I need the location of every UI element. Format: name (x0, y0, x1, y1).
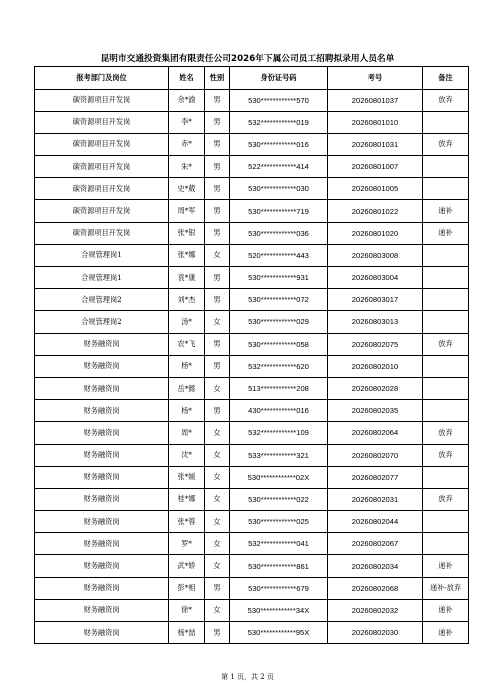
cell-id: 530************072 (230, 289, 328, 311)
cell-gender: 女 (205, 444, 230, 466)
cell-name: 徐* (169, 599, 205, 621)
cell-note (423, 267, 469, 289)
cell-gender: 女 (205, 488, 230, 510)
cell-note (423, 289, 469, 311)
cell-exam: 20260802028 (328, 377, 423, 399)
cell-gender: 男 (205, 622, 230, 644)
cell-exam: 20260801007 (328, 156, 423, 178)
cell-gender: 女 (205, 422, 230, 444)
cell-note: 递补-放弃 (423, 577, 469, 599)
cell-exam: 20260801022 (328, 200, 423, 222)
table-row (35, 222, 469, 244)
cell-exam: 20260801031 (328, 133, 423, 155)
table-row (35, 466, 469, 488)
cell-note: 递补 (423, 200, 469, 222)
cell-name: 袁*康 (169, 267, 205, 289)
cell-id: 530************036 (230, 222, 328, 244)
table-row (35, 244, 469, 266)
cell-name: 农*飞 (169, 333, 205, 355)
cell-id: 530************058 (230, 333, 328, 355)
cell-note (423, 156, 469, 178)
cell-id: 532************019 (230, 111, 328, 133)
header-name: 姓名 (169, 67, 205, 90)
cell-name: 史*葳 (169, 178, 205, 200)
cell-note (423, 244, 469, 266)
cell-dept: 碳资源项目开发岗 (35, 111, 169, 133)
cell-name: 彭*相 (169, 577, 205, 599)
cell-dept: 合规管理岗1 (35, 244, 169, 266)
cell-id: 530************719 (230, 200, 328, 222)
cell-dept: 财务融资岗 (35, 555, 169, 577)
cell-gender: 女 (205, 533, 230, 555)
cell-dept: 财务融资岗 (35, 444, 169, 466)
cell-exam: 20260802068 (328, 577, 423, 599)
header-id: 身份证号码 (230, 67, 328, 90)
cell-dept: 合规管理岗2 (35, 289, 169, 311)
table-row (35, 400, 469, 422)
cell-gender: 男 (205, 133, 230, 155)
cell-gender: 男 (205, 222, 230, 244)
cell-dept: 碳资源项目开发岗 (35, 222, 169, 244)
cell-gender: 男 (205, 333, 230, 355)
cell-name: 周* (169, 422, 205, 444)
cell-name: 桂*娜 (169, 488, 205, 510)
cell-gender: 女 (205, 555, 230, 577)
cell-id: 530************931 (230, 267, 328, 289)
cell-exam: 20260802035 (328, 400, 423, 422)
cell-gender: 女 (205, 311, 230, 333)
table-header-row (35, 67, 469, 90)
cell-exam: 20260802010 (328, 355, 423, 377)
table-row (35, 555, 469, 577)
cell-id: 530************022 (230, 488, 328, 510)
table-row (35, 333, 469, 355)
cell-dept: 碳资源项目开发岗 (35, 200, 169, 222)
cell-dept: 碳资源项目开发岗 (35, 133, 169, 155)
cell-dept: 碳资源项目开发岗 (35, 156, 169, 178)
cell-gender: 男 (205, 156, 230, 178)
cell-exam: 20260803004 (328, 267, 423, 289)
table-row (35, 355, 469, 377)
cell-dept: 碳资源项目开发岗 (35, 89, 169, 111)
cell-exam: 20260803017 (328, 289, 423, 311)
table-row (35, 422, 469, 444)
cell-exam: 20260802064 (328, 422, 423, 444)
cell-dept: 财务融资岗 (35, 533, 169, 555)
cell-dept: 财务融资岗 (35, 488, 169, 510)
cell-note (423, 311, 469, 333)
cell-id: 530************34X (230, 599, 328, 621)
cell-note: 放弃 (423, 444, 469, 466)
cell-dept: 合规管理岗2 (35, 311, 169, 333)
cell-gender: 男 (205, 577, 230, 599)
cell-name: 周*军 (169, 200, 205, 222)
cell-gender: 男 (205, 111, 230, 133)
header-dept: 报考部门及岗位 (35, 67, 169, 90)
cell-exam: 20260802077 (328, 466, 423, 488)
cell-name: 罗* (169, 533, 205, 555)
cell-name: 赤* (169, 133, 205, 155)
cell-name: 岳*懿 (169, 377, 205, 399)
cell-id: 530************030 (230, 178, 328, 200)
cell-id: 520************443 (230, 244, 328, 266)
cell-dept: 财务融资岗 (35, 400, 169, 422)
document-title: 昆明市交通投资集团有限责任公司2026年下属公司员工招聘拟录用人员名单 (100, 54, 395, 64)
cell-gender: 女 (205, 511, 230, 533)
cell-exam: 20260801010 (328, 111, 423, 133)
cell-exam: 20260802032 (328, 599, 423, 621)
cell-dept: 财务融资岗 (35, 422, 169, 444)
table-row (35, 533, 469, 555)
cell-gender: 男 (205, 400, 230, 422)
cell-note: 放弃 (423, 333, 469, 355)
table-row (35, 599, 469, 621)
cell-id: 533************321 (230, 444, 328, 466)
table-body (35, 89, 469, 644)
cell-name: 杨* (169, 400, 205, 422)
cell-note (423, 377, 469, 399)
cell-exam: 20260803008 (328, 244, 423, 266)
table-row (35, 89, 469, 111)
cell-exam: 20260802067 (328, 533, 423, 555)
cell-id: 532************041 (230, 533, 328, 555)
header-note: 备注 (423, 67, 469, 90)
cell-id: 532************620 (230, 355, 328, 377)
cell-name: 刘*杰 (169, 289, 205, 311)
cell-dept: 合规管理岗1 (35, 267, 169, 289)
cell-note: 放弃 (423, 422, 469, 444)
cell-name: 朱* (169, 156, 205, 178)
cell-name: 杨* (169, 355, 205, 377)
cell-note: 递补 (423, 555, 469, 577)
table-row (35, 377, 469, 399)
table-row (35, 488, 469, 510)
cell-note (423, 178, 469, 200)
cell-name: 张*银 (169, 222, 205, 244)
table-row (35, 200, 469, 222)
cell-gender: 男 (205, 355, 230, 377)
cell-gender: 男 (205, 89, 230, 111)
cell-exam: 20260801037 (328, 89, 423, 111)
cell-note (423, 355, 469, 377)
cell-note: 递补 (423, 599, 469, 621)
cell-name: 李* (169, 111, 205, 133)
cell-id: 530************95X (230, 622, 328, 644)
cell-gender: 男 (205, 178, 230, 200)
table-row (35, 311, 469, 333)
cell-name: 汤* (169, 311, 205, 333)
cell-id: 530************02X (230, 466, 328, 488)
cell-exam: 20260802044 (328, 511, 423, 533)
candidate-table (34, 66, 469, 644)
cell-exam: 20260802070 (328, 444, 423, 466)
table-row (35, 444, 469, 466)
cell-gender: 男 (205, 289, 230, 311)
table-row (35, 622, 469, 644)
cell-dept: 财务融资岗 (35, 466, 169, 488)
cell-note (423, 400, 469, 422)
cell-name: 沈* (169, 444, 205, 466)
cell-dept: 财务融资岗 (35, 599, 169, 621)
cell-id: 532************109 (230, 422, 328, 444)
cell-dept: 财务融资岗 (35, 511, 169, 533)
page-footer: 第 1 页，共 2 页 (221, 673, 274, 681)
table-row (35, 267, 469, 289)
header-exam: 考号 (328, 67, 423, 90)
cell-note: 递补 (423, 622, 469, 644)
cell-name: 张*蓉 (169, 511, 205, 533)
cell-id: 530************029 (230, 311, 328, 333)
cell-gender: 女 (205, 244, 230, 266)
cell-exam: 20260802030 (328, 622, 423, 644)
cell-note: 放弃 (423, 488, 469, 510)
cell-note (423, 511, 469, 533)
table-row (35, 111, 469, 133)
cell-exam: 20260803013 (328, 311, 423, 333)
cell-id: 530************570 (230, 89, 328, 111)
cell-id: 530************679 (230, 577, 328, 599)
cell-note: 递补 (423, 222, 469, 244)
cell-gender: 女 (205, 466, 230, 488)
cell-exam: 20260802075 (328, 333, 423, 355)
cell-note: 放弃 (423, 89, 469, 111)
table-row (35, 511, 469, 533)
cell-gender: 女 (205, 377, 230, 399)
cell-id: 430************016 (230, 400, 328, 422)
cell-id: 530************861 (230, 555, 328, 577)
cell-exam: 20260802031 (328, 488, 423, 510)
cell-dept: 财务融资岗 (35, 333, 169, 355)
cell-name: 张*娜 (169, 244, 205, 266)
cell-id: 530************016 (230, 133, 328, 155)
cell-dept: 碳资源项目开发岗 (35, 178, 169, 200)
cell-exam: 20260801005 (328, 178, 423, 200)
cell-name: 武*娇 (169, 555, 205, 577)
cell-gender: 男 (205, 267, 230, 289)
table-row (35, 178, 469, 200)
cell-dept: 财务融资岗 (35, 355, 169, 377)
cell-name: 张*媛 (169, 466, 205, 488)
cell-note: 放弃 (423, 133, 469, 155)
cell-note (423, 111, 469, 133)
header-gender: 性别 (205, 67, 230, 90)
table-row (35, 289, 469, 311)
cell-note (423, 466, 469, 488)
cell-id: 530************025 (230, 511, 328, 533)
cell-exam: 20260802034 (328, 555, 423, 577)
cell-id: 513************208 (230, 377, 328, 399)
cell-exam: 20260801020 (328, 222, 423, 244)
cell-gender: 男 (205, 200, 230, 222)
cell-id: 522************414 (230, 156, 328, 178)
cell-gender: 女 (205, 599, 230, 621)
cell-dept: 财务融资岗 (35, 622, 169, 644)
table-row (35, 133, 469, 155)
cell-name: 余*渝 (169, 89, 205, 111)
cell-dept: 财务融资岗 (35, 377, 169, 399)
table-row (35, 156, 469, 178)
cell-dept: 财务融资岗 (35, 577, 169, 599)
cell-note (423, 533, 469, 555)
table-row (35, 577, 469, 599)
cell-name: 杨*喆 (169, 622, 205, 644)
